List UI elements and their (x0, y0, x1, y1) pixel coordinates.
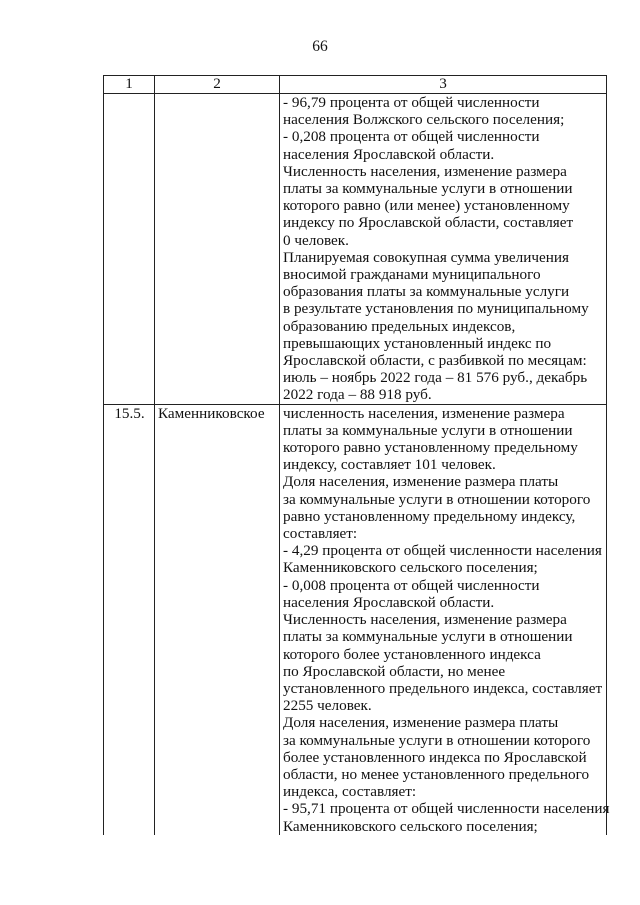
text-line: Каменниковского сельского поселения; (283, 817, 538, 835)
text-line: составляет: (283, 525, 358, 543)
table-header-row (104, 76, 607, 94)
text-line: населения Ярославской области. (283, 145, 495, 163)
row-text-cell (280, 404, 610, 835)
text-line: которого равно (или менее) установленному (283, 197, 570, 215)
text-line: которого равно установленному предельному (283, 439, 578, 457)
text-line: за коммунальные услуги в отношении которого (283, 490, 591, 508)
data-table (103, 75, 610, 835)
column-header-1: 1 (104, 76, 155, 94)
text-line: Доля населения, изменение размера платы (283, 473, 559, 491)
text-line: образования платы за коммунальные услуги (283, 283, 570, 301)
table-row (104, 404, 607, 835)
text-line: превышающих установленный индекс по (283, 334, 552, 352)
text-line: - 0,208 процента от общей численности (283, 128, 540, 146)
column-header-2: 2 (155, 76, 280, 94)
text-line: 2022 года – 88 918 руб. (283, 386, 432, 404)
page-number: 66 (312, 38, 328, 55)
text-line: Численность населения, изменение размера (283, 611, 567, 629)
text-line: июль – ноябрь 2022 года – 81 576 руб., декабрь (283, 369, 588, 387)
text-line: платы за коммунальные услуги в отношении (283, 628, 573, 646)
text-line: индексу, составляет 101 человек. (283, 456, 496, 474)
text-line: 0 человек. (283, 231, 349, 249)
row-number-cell-empty (104, 94, 155, 405)
text-line: - 95,71 процента от общей численности населения (283, 800, 610, 818)
text-line: по Ярославской области, но менее (283, 662, 506, 680)
text-line: населения Волжского сельского поселения; (283, 111, 565, 129)
text-line: индекса, составляет: (283, 783, 417, 801)
text-line: области, но менее установленного предельного (283, 765, 590, 783)
settlement-name: Каменниковское (155, 404, 280, 835)
text-line: - 96,79 процента от общей численности (283, 94, 540, 111)
text-line: более установленного индекса по Ярославской (283, 748, 587, 766)
text-line: - 4,29 процента от общей численности населения (283, 542, 602, 560)
row-number: 15.5. (104, 404, 155, 835)
text-line: образованию предельных индексов, (283, 317, 516, 335)
row-text-cell (280, 94, 607, 405)
text-line: Численность населения, изменение размера (283, 162, 567, 180)
text-line: платы за коммунальные услуги в отношении (283, 180, 573, 198)
text-line: Ярославской области, с разбивкой по месяцам: (283, 352, 587, 370)
text-line: Доля населения, изменение размера платы (283, 714, 559, 732)
text-line: Каменниковского сельского поселения; (283, 559, 538, 577)
row-name-cell-empty (155, 94, 280, 405)
table-row-continuation (104, 94, 607, 405)
text-line: - 0,008 процента от общей численности (283, 576, 540, 594)
text-line: 2255 человек. (283, 697, 372, 715)
text-line: населения Ярославской области. (283, 593, 495, 611)
text-line: установленного предельного индекса, составляет (283, 679, 603, 697)
text-line: платы за коммунальные услуги в отношении (283, 421, 573, 439)
text-line: вносимой гражданами муниципального (283, 266, 541, 284)
text-line: численность населения, изменение размера (283, 404, 565, 422)
text-line: равно установленному предельному индексу, (283, 507, 576, 525)
column-header-3: 3 (280, 76, 607, 94)
text-line: которого более установленного индекса (283, 645, 541, 663)
text-line: Планируемая совокупная сумма увеличения (283, 248, 569, 266)
text-line: индексу по Ярославской области, составляет (283, 214, 574, 232)
text-line: в результате установления по муниципальному (283, 300, 589, 318)
text-line: за коммунальные услуги в отношении которого (283, 731, 591, 749)
